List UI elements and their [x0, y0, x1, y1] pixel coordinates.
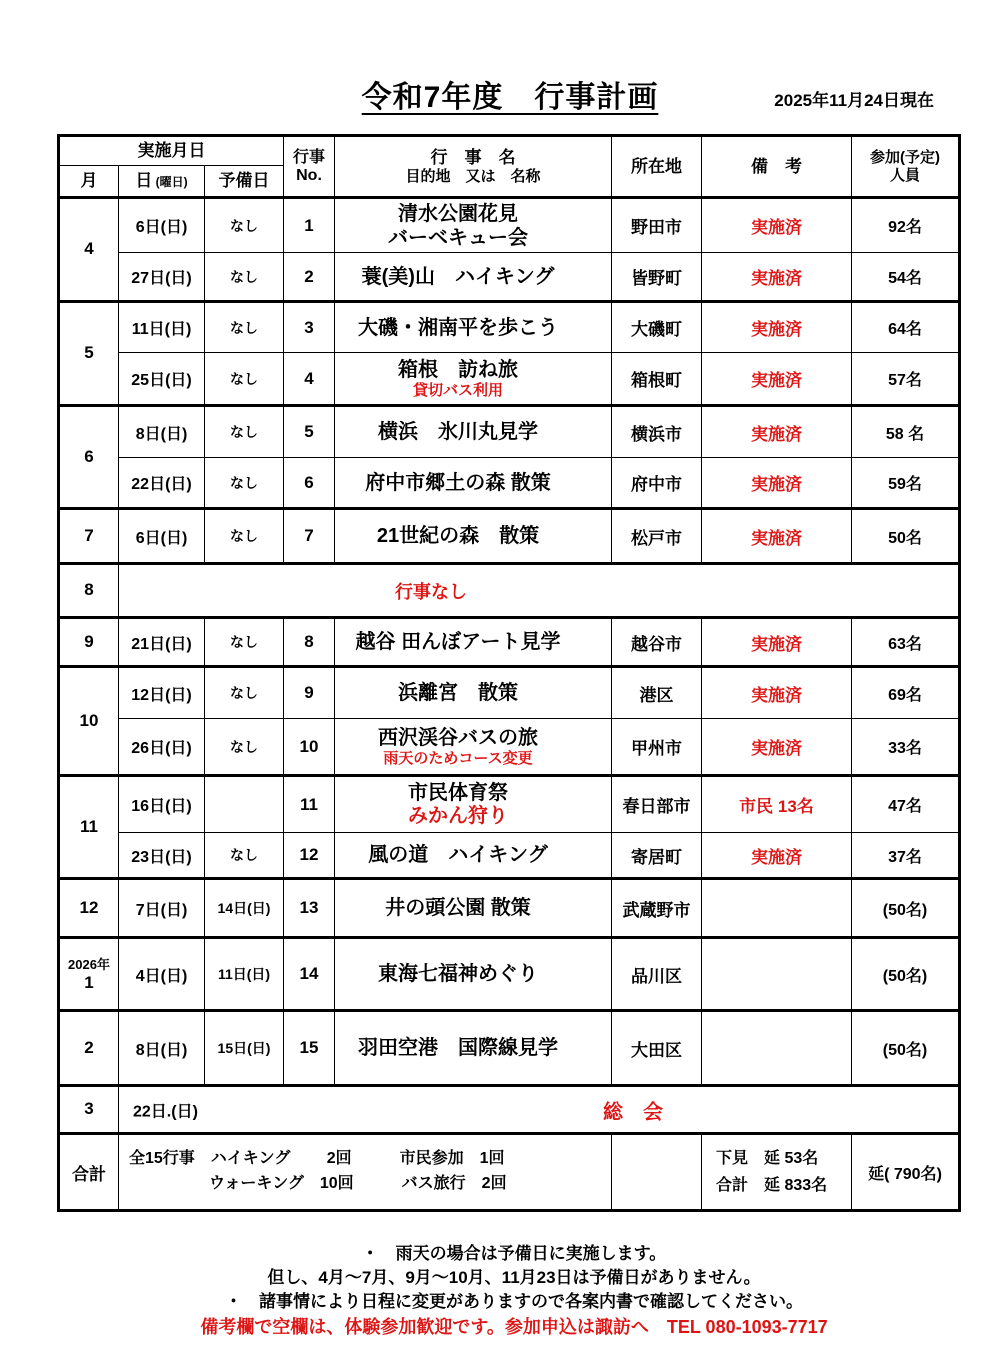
table-row — [59, 509, 960, 564]
event-no-cell: 4 — [284, 353, 335, 406]
backup-date-cell: なし — [205, 509, 284, 564]
event-name-cell — [335, 406, 612, 458]
header-event-no-line1: 行事 — [292, 148, 325, 166]
participants-cell: 59名 — [852, 458, 960, 509]
event-name-cell — [335, 198, 612, 253]
total-label-cell: 合計 — [59, 1134, 119, 1211]
total-remarks-line: 合計 延 833名 — [716, 1177, 828, 1194]
event-name-line: 浜離宮 散策 — [398, 682, 518, 704]
event-name-cell — [335, 719, 612, 776]
remarks-cell: 実施済 — [702, 618, 852, 667]
location-cell: 箱根町 — [612, 353, 702, 406]
backup-date-cell: 15日(日) — [205, 1011, 284, 1086]
as-of-date: 2025年11月24日現在 — [774, 91, 934, 110]
month-cell — [59, 509, 119, 564]
table-row — [59, 353, 960, 406]
general-meeting-cell — [119, 1086, 960, 1134]
location-cell: 府中市 — [612, 458, 702, 509]
backup-date-cell: なし — [205, 618, 284, 667]
event-name-cell — [335, 667, 612, 719]
event-no-cell: 6 — [284, 458, 335, 509]
backup-date-cell: 11日(日) — [205, 938, 284, 1011]
participants-cell: 58 名 — [852, 406, 960, 458]
event-sub-note: 貸切バス利用 — [412, 381, 503, 399]
event-no-cell: 14 — [284, 938, 335, 1011]
table-row — [59, 1011, 960, 1086]
participants-cell: 50名 — [852, 509, 960, 564]
remarks-cell — [702, 938, 852, 1011]
month-label: 8 — [84, 580, 94, 600]
table-row — [59, 302, 960, 353]
table-body — [59, 198, 960, 1211]
table-row — [59, 667, 960, 719]
month-label: 9 — [84, 631, 94, 651]
month-cell — [59, 618, 119, 667]
event-sub-note: みかん狩り — [408, 805, 508, 827]
event-name-cell — [335, 879, 612, 938]
event-name-line: 箱根 訪ね旅 — [398, 358, 518, 381]
date-cell: 23日(日) — [119, 833, 205, 879]
participants-cell: 47名 — [852, 776, 960, 833]
event-name-cell — [335, 938, 612, 1011]
header-row-1 — [59, 136, 960, 166]
date-cell: 8日(日) — [119, 1011, 205, 1086]
event-name-line: 横浜 氷川丸見学 — [378, 421, 538, 443]
event-name-cell — [335, 1011, 612, 1086]
event-name-cell — [335, 833, 612, 879]
backup-date-cell: なし — [205, 353, 284, 406]
footer-contact-line: 備考欄で空欄は、体験参加歓迎です。参加申込は諏訪へ TEL 080-1093-7717 — [200, 1317, 828, 1337]
total-remarks-cell — [702, 1134, 852, 1211]
event-name-line: 21世紀の森 散策 — [376, 525, 540, 547]
participants-cell: (50名) — [852, 879, 960, 938]
month-label: 10 — [79, 710, 99, 730]
remarks-cell: 実施済 — [702, 509, 852, 564]
table-row — [59, 1086, 960, 1134]
backup-date-cell: なし — [205, 719, 284, 776]
date-cell: 21日(日) — [119, 618, 205, 667]
header-event-name-line1: 行 事 名 — [430, 148, 516, 168]
remarks-cell: 実施済 — [702, 353, 852, 406]
table-row — [59, 618, 960, 667]
event-name-line: バーベキュー会 — [388, 226, 528, 249]
location-cell: 松戸市 — [612, 509, 702, 564]
participants-cell: (50名) — [852, 1011, 960, 1086]
event-name-line: 市民体育祭 — [408, 782, 508, 804]
remarks-cell: 実施済 — [702, 667, 852, 719]
participants-cell: 37名 — [852, 833, 960, 879]
participants-cell: 33名 — [852, 719, 960, 776]
footer-note-line-1: ・ 雨天の場合は予備日に実施します。 — [361, 1244, 667, 1263]
location-cell: 港区 — [612, 667, 702, 719]
month-cell — [59, 564, 119, 618]
location-cell — [612, 1134, 702, 1211]
title-row — [0, 0, 1000, 134]
table-row — [59, 198, 960, 253]
event-no-cell: 9 — [284, 667, 335, 719]
event-no-cell: 13 — [284, 879, 335, 938]
location-cell: 品川区 — [612, 938, 702, 1011]
event-sub-note: 雨天のためコース変更 — [383, 749, 533, 767]
footer-note-line-2: 但し、4月～7月、9月～10月、11月23日は予備日がありません。 — [267, 1268, 761, 1287]
table-row — [59, 406, 960, 458]
event-name-line: 風の道 ハイキング — [368, 844, 548, 866]
backup-date-cell: なし — [205, 253, 284, 302]
backup-date-cell: なし — [205, 406, 284, 458]
remarks-cell: 実施済 — [702, 719, 852, 776]
location-cell: 大磯町 — [612, 302, 702, 353]
participants-cell: 63名 — [852, 618, 960, 667]
month-cell — [59, 1011, 119, 1086]
event-no-cell: 12 — [284, 833, 335, 879]
header-day — [119, 166, 205, 198]
month-label: 11 — [80, 816, 98, 836]
event-name-line: 東海七福神めぐり — [378, 963, 538, 985]
backup-date-cell: なし — [205, 458, 284, 509]
month-label: 3 — [84, 1099, 94, 1119]
total-summary-cell — [119, 1134, 612, 1211]
table-row — [59, 719, 960, 776]
header-participants — [852, 136, 960, 198]
event-schedule-table — [57, 134, 961, 1212]
participants-cell: (50名) — [852, 938, 960, 1011]
event-name-cell — [335, 253, 612, 302]
event-name-cell — [335, 353, 612, 406]
month-cell — [59, 198, 119, 302]
event-no-cell: 7 — [284, 509, 335, 564]
location-cell: 越谷市 — [612, 618, 702, 667]
remarks-cell — [702, 1011, 852, 1086]
page-title: 令和7年度 行事計画 — [361, 81, 659, 114]
backup-date-cell: なし — [205, 198, 284, 253]
table-row — [59, 1134, 960, 1211]
location-cell: 寄居町 — [612, 833, 702, 879]
date-cell: 6日(日) — [119, 198, 205, 253]
participants-cell: 54名 — [852, 253, 960, 302]
date-cell: 16日(日) — [119, 776, 205, 833]
table-row — [59, 458, 960, 509]
remarks-cell: 実施済 — [702, 406, 852, 458]
backup-date-cell: なし — [205, 833, 284, 879]
table-header — [59, 136, 960, 198]
header-backup-day: 予備日 — [205, 166, 284, 198]
table-row — [59, 776, 960, 833]
backup-date-cell: なし — [205, 302, 284, 353]
event-name-cell — [335, 776, 612, 833]
event-no-cell: 2 — [284, 253, 335, 302]
month-label: 4 — [84, 239, 94, 259]
header-remarks: 備 考 — [702, 136, 852, 198]
backup-date-cell: 14日(日) — [205, 879, 284, 938]
month-cell — [59, 667, 119, 776]
backup-date-cell — [205, 776, 284, 833]
footer-notes — [0, 1242, 1000, 1340]
header-event-name — [335, 136, 612, 198]
meeting-date-label: 22日.(日) — [133, 1103, 198, 1120]
month-label: 1 — [84, 973, 94, 993]
date-cell: 7日(日) — [119, 879, 205, 938]
header-month: 月 — [59, 166, 119, 198]
month-year-prefix: 2026年 — [68, 956, 110, 972]
month-cell — [59, 302, 119, 406]
remarks-cell — [702, 879, 852, 938]
remarks-cell: 実施済 — [702, 302, 852, 353]
date-cell: 26日(日) — [119, 719, 205, 776]
event-name-cell — [335, 618, 612, 667]
header-event-no-line2: No. — [296, 166, 322, 184]
date-cell: 12日(日) — [119, 667, 205, 719]
location-cell: 春日部市 — [612, 776, 702, 833]
month-cell — [59, 776, 119, 879]
month-label: 2 — [84, 1037, 94, 1057]
event-name-line: 府中市郷土の森 散策 — [365, 471, 551, 494]
month-cell — [59, 1086, 119, 1134]
remarks-cell: 実施済 — [702, 198, 852, 253]
table-row — [59, 253, 960, 302]
event-no-cell: 1 — [284, 198, 335, 253]
total-remarks-line: 下見 延 53名 — [716, 1149, 819, 1167]
event-no-cell: 8 — [284, 618, 335, 667]
location-cell: 甲州市 — [612, 719, 702, 776]
participants-cell: 92名 — [852, 198, 960, 253]
month-cell — [59, 938, 119, 1011]
date-cell: 22日(日) — [119, 458, 205, 509]
remarks-cell: 市民 13名 — [702, 776, 852, 833]
footer-note-line-3: ・ 諸事情により日程に変更がありますので各案内書で確認してください。 — [225, 1292, 803, 1311]
event-no-cell: 11 — [284, 776, 335, 833]
no-event-label: 行事なし — [395, 581, 467, 602]
remarks-cell: 実施済 — [702, 253, 852, 302]
date-cell: 6日(日) — [119, 509, 205, 564]
month-label: 6 — [84, 446, 94, 466]
location-cell: 横浜市 — [612, 406, 702, 458]
table-row — [59, 879, 960, 938]
event-no-cell: 3 — [284, 302, 335, 353]
event-no-cell: 5 — [284, 406, 335, 458]
event-name-cell — [335, 509, 612, 564]
date-cell: 25日(日) — [119, 353, 205, 406]
month-cell — [59, 406, 119, 509]
participants-cell: 64名 — [852, 302, 960, 353]
event-name-cell — [335, 458, 612, 509]
month-label: 7 — [84, 525, 94, 545]
month-label: 5 — [84, 343, 94, 363]
header-event-no — [284, 136, 335, 198]
table-row — [59, 938, 960, 1011]
header-location: 所在地 — [612, 136, 702, 198]
participants-cell: 57名 — [852, 353, 960, 406]
event-name-line: 大磯・湘南平を歩こう — [358, 316, 558, 339]
event-name-line: 清水公園花見 — [398, 202, 518, 225]
table-row — [59, 833, 960, 879]
backup-date-cell: なし — [205, 667, 284, 719]
no-event-cell — [119, 564, 960, 618]
date-cell: 8日(日) — [119, 406, 205, 458]
date-cell: 27日(日) — [119, 253, 205, 302]
header-participants-line1: 参加(予定) — [870, 149, 940, 167]
remarks-cell: 実施済 — [702, 458, 852, 509]
general-meeting-label: 総 会 — [603, 1101, 663, 1123]
event-name-line: 羽田空港 国際線見学 — [358, 1037, 558, 1059]
event-name-line: 蓑(美)山 ハイキング — [361, 265, 555, 288]
date-cell: 11日(日) — [119, 302, 205, 353]
location-cell: 武蔵野市 — [612, 879, 702, 938]
location-cell: 大田区 — [612, 1011, 702, 1086]
header-day-sub: (曜日) — [152, 175, 188, 190]
month-cell — [59, 879, 119, 938]
month-label: 12 — [79, 897, 99, 917]
location-cell: 皆野町 — [612, 253, 702, 302]
event-name-line: 越谷 田んぼアート見学 — [355, 631, 561, 653]
header-implementation-date: 実施月日 — [59, 136, 284, 166]
remarks-cell: 実施済 — [702, 833, 852, 879]
total-summary-line: ウォーキング 10回 バス旅行 2回 — [129, 1175, 507, 1192]
header-event-name-line2: 目的地 又は 名称 — [405, 167, 541, 185]
event-name-cell — [335, 302, 612, 353]
participants-cell: 69名 — [852, 667, 960, 719]
event-no-cell: 15 — [284, 1011, 335, 1086]
header-participants-line2: 人員 — [889, 166, 920, 184]
table-row — [59, 564, 960, 618]
event-name-line: 井の頭公園 散策 — [385, 897, 531, 919]
event-name-line: 西沢渓谷バスの旅 — [378, 726, 538, 749]
location-cell: 野田市 — [612, 198, 702, 253]
event-no-cell: 10 — [284, 719, 335, 776]
header-day-text: 日 — [135, 171, 153, 191]
date-cell: 4日(日) — [119, 938, 205, 1011]
total-participants-cell: 延( 790名) — [852, 1134, 960, 1211]
total-summary-line: 全15行事 ハイキング 2回 市民参加 1回 — [129, 1150, 505, 1168]
